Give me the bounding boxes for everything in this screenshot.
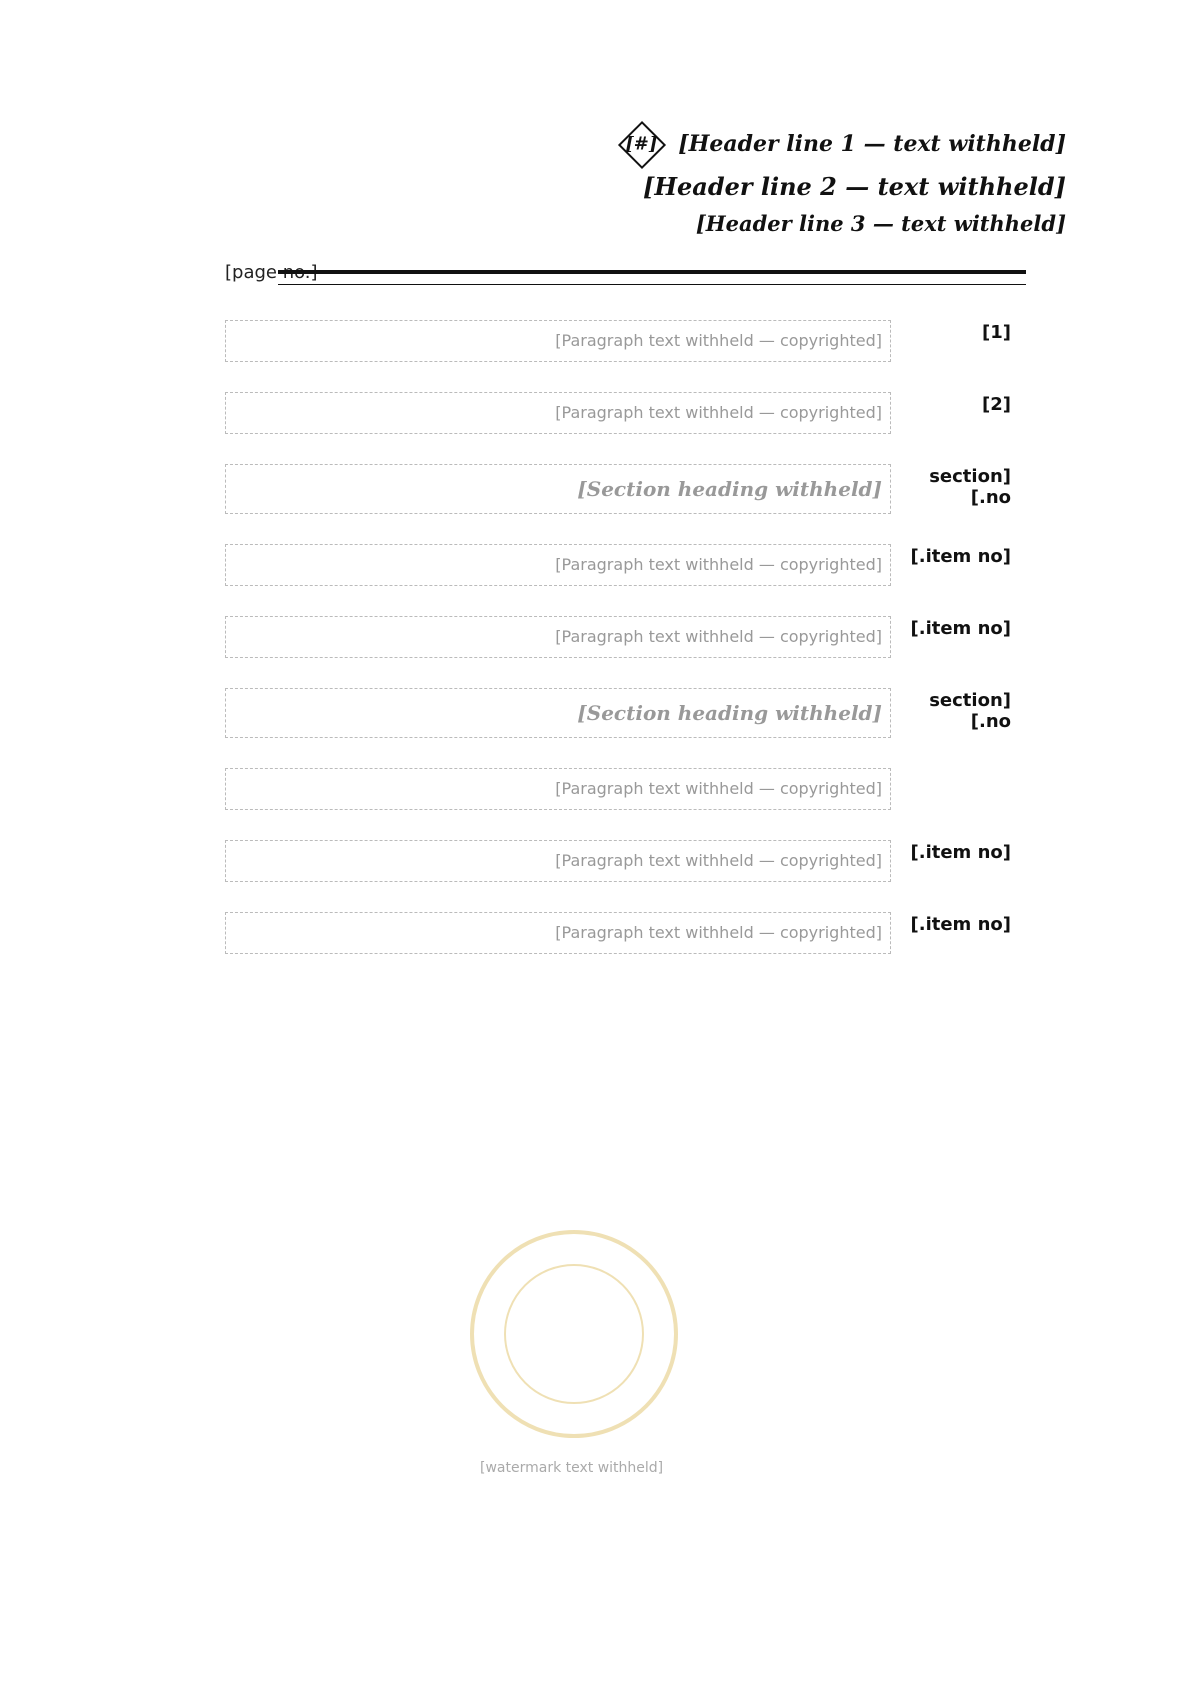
paragraph-number: [item no.]	[910, 546, 1011, 567]
section-number: [section no.]	[929, 466, 1011, 508]
section-number: [section no.]	[929, 690, 1011, 732]
paragraph-7	[225, 912, 1011, 954]
volume-badge	[617, 121, 665, 169]
volume-number: [#]	[624, 133, 657, 155]
section-heading-1	[225, 464, 1011, 514]
paragraph-1	[225, 320, 1011, 362]
paragraph-number: [item no.]	[910, 618, 1011, 639]
section-heading-text: [Section heading withheld]	[225, 464, 891, 514]
paragraph-number: [item no.]	[910, 842, 1011, 863]
paragraph-number	[891, 768, 1011, 810]
paragraph-text: [Paragraph text withheld — copyrighted]	[225, 616, 891, 658]
paragraph-6	[225, 840, 1011, 882]
paragraph-number: [1]	[982, 322, 1011, 343]
watermark-url: [watermark text withheld]	[480, 1460, 664, 1476]
paragraph-text: [Paragraph text withheld — copyrighted]	[225, 768, 891, 810]
paragraph-4	[225, 616, 1011, 658]
section-heading-2	[225, 688, 1011, 738]
paragraph-text: [Paragraph text withheld — copyrighted]	[225, 320, 891, 362]
paragraph-3	[225, 544, 1011, 586]
header-divider	[278, 270, 1026, 285]
book-title-text: [Header line 1 — text withheld]	[678, 131, 1066, 157]
watermark-seal	[470, 1230, 678, 1438]
paragraph-text: [Paragraph text withheld — copyrighted]	[225, 392, 891, 434]
section-heading-text: [Section heading withheld]	[225, 688, 891, 738]
chapter-title: [Header line 3 — text withheld]	[695, 211, 1066, 236]
paragraph-text: [Paragraph text withheld — copyrighted]	[225, 544, 891, 586]
paragraph-number: [item no.]	[910, 914, 1011, 935]
paragraph-number: [2]	[982, 394, 1011, 415]
paragraph-2	[225, 392, 1011, 434]
document-header	[126, 128, 1066, 246]
page-number: [page no.]	[225, 262, 318, 283]
book-title	[126, 128, 1066, 162]
paragraph-5	[225, 768, 1011, 810]
document-body	[225, 320, 1011, 984]
paragraph-text: [Paragraph text withheld — copyrighted]	[225, 912, 891, 954]
paragraph-text: [Paragraph text withheld — copyrighted]	[225, 840, 891, 882]
guide-title: [Header line 2 — text withheld]	[642, 172, 1066, 201]
